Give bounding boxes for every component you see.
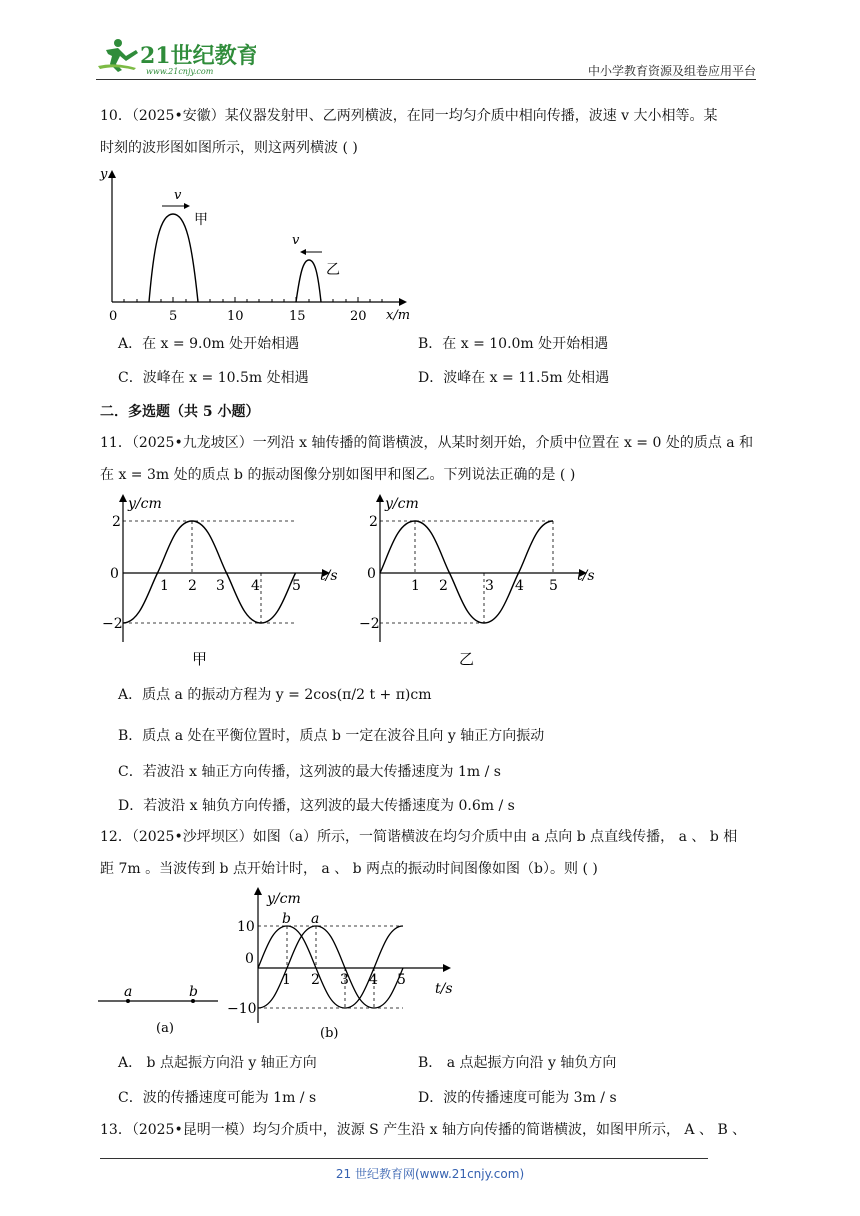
q12-option-a[interactable]: A． b 点起振方向沿 y 轴正方向 [118,1055,317,1071]
q12a-point-b: b [189,984,198,1000]
q11-line2: 在 x = 3m 处的质点 b 的振动图像分别如图甲和图乙。下列说法正确的是 ( ) [100,467,576,483]
header-divider [96,79,756,80]
q10-tick-5: 5 [169,309,178,324]
logo-url: www.21cnjy.com [146,67,214,76]
q10-option-c[interactable]: C．波峰在 x = 10.5m 处相遇 [118,370,309,386]
q12b-y-label: y/cm [267,891,301,907]
q12b-ytick-10: 10 [237,919,255,935]
q11a-xtick-1: 1 [160,578,169,594]
q10-tick-15: 15 [289,309,306,324]
q11-option-a-text: A．质点 a 的振动方程为 y = 2cos(π/2 t + π)cm [118,687,432,703]
q11a-curve [123,521,296,623]
q11b-ytick-0: 0 [367,566,376,582]
header-right-text: 中小学教育资源及组卷应用平台 [587,64,756,78]
logo-text: 21世纪教育 [140,43,256,69]
q11a-xtick-3: 3 [216,578,225,594]
q12-option-d[interactable]: D．波的传播速度可能为 3m / s [418,1090,617,1106]
q10-option-a[interactable]: A．在 x = 9.0m 处开始相遇 [118,336,300,352]
q12-option-c[interactable]: C．波的传播速度可能为 1m / s [118,1090,317,1106]
q11a-ytick-0: 0 [110,566,119,582]
q10-ticks [112,297,382,302]
q12b-x-label: t/s [435,981,453,997]
wave-b-label: 乙 [326,262,340,278]
q12a-point-a: a [124,984,133,1000]
q11b-xtick-1: 1 [411,578,420,594]
q12b-ytick-neg10: −10 [227,1001,257,1017]
q11b-x-label: t/s [577,568,595,584]
q11-graph-a [100,492,340,672]
q11a-xtick-5: 5 [292,578,301,594]
q12-line1: 12．（2025•沙坪坝区）如图（a）所示，一简谐横波在均匀介质中由 a 点向 b 点直线传播， a 、 b 相 [100,829,738,845]
footer-text[interactable]: 21 世纪教育网(www.21cnjy.com) [335,1167,525,1181]
q11b-xtick-2: 2 [439,578,448,594]
site-logo [96,36,256,78]
q12a-caption: (a) [156,1021,174,1036]
q11-option-d[interactable]: D．若波沿 x 轴负方向传播，这列波的最大传播速度为 0.6m / s [118,798,515,814]
wave-a-v-label: v [174,188,182,203]
q12-figure-a [98,980,223,1040]
q12b-curve-b [258,926,403,1008]
q10-tick-20: 20 [350,309,367,324]
q13-line1: 13．（2025•昆明一模）均匀介质中，波源 S 产生沿 x 轴方向传播的简谐横波，如图甲所示， A 、 B 、 [100,1122,747,1138]
q11b-caption: 乙 [459,650,475,668]
q11b-xtick-4: 4 [515,578,524,594]
wave-b-v-label: v [292,233,300,248]
q12b-caption: (b) [320,1026,339,1041]
q12b-xtick-1: 1 [282,972,291,988]
q10-tick-10: 10 [227,309,244,324]
q12-option-b[interactable]: B． a 点起振方向沿 y 轴负方向 [418,1055,617,1071]
q12-figure-b [225,883,465,1043]
q12b-ytick-0: 0 [245,951,254,967]
wave-b-curve [296,260,321,302]
q11b-xtick-5: 5 [549,578,558,594]
q12b-curve-label-a: a [311,911,320,927]
q11a-xtick-2: 2 [188,578,197,594]
q11b-ytick-2: 2 [369,514,378,530]
section-heading: 二．多选题（共 5 小题） [100,404,260,420]
q11a-xtick-4: 4 [251,578,260,594]
q12-line2: 距 7m 。当波传到 b 点开始计时， a 、 b 两点的振动时间图像如图（b）。则 ( ) [100,861,598,877]
wave-a-curve [149,214,198,302]
q10-wave-figure [94,164,414,326]
q11b-y-label: y/cm [385,496,419,512]
q11a-ytick-2: 2 [112,514,121,530]
q11-line1: 11．（2025•九龙坡区）一列沿 x 轴传播的简谐横波，从某时刻开始，介质中位置在 x = 0 处的质点 a 和 [100,435,754,451]
q12b-curve-label-b: b [282,911,291,927]
q11a-ytick-neg2: −2 [102,616,123,632]
q10-line1: 10．（2025•安徽）某仪器发射甲、乙两列横波，在同一均匀介质中相向传播，波速 v 大小相等。某 [100,108,718,124]
q10-y-label: y [100,167,108,182]
q10-x-label: x/m [386,308,411,323]
q12b-curve-a [258,926,403,1008]
q11b-xtick-3: 3 [485,578,494,594]
q11b-ytick-neg2: −2 [359,616,380,632]
footer-divider [100,1158,708,1159]
q11-option-b[interactable]: B．质点 a 处在平衡位置时，质点 b 一定在波谷且向 y 轴正方向振动 [118,728,545,744]
q10-option-b[interactable]: B．在 x = 10.0m 处开始相遇 [418,336,609,352]
q12b-xtick-5: 5 [397,972,406,988]
q10-tick-0: 0 [109,309,118,324]
q10-option-d[interactable]: D．波峰在 x = 11.5m 处相遇 [418,370,610,386]
q12b-xtick-4: 4 [369,972,378,988]
q11b-curve [380,521,553,623]
q12b-xtick-2: 2 [311,972,320,988]
q11a-caption: 甲 [192,650,208,668]
q10-line2: 时刻的波形图如图所示，则这两列横波 ( ) [100,140,358,156]
q11a-y-label: y/cm [128,496,162,512]
q12b-xtick-3: 3 [340,972,349,988]
q11-option-a[interactable] [118,684,431,704]
q11a-x-label: t/s [320,568,338,584]
q11-option-c[interactable]: C．若波沿 x 轴正方向传播，这列波的最大传播速度为 1m / s [118,764,501,780]
wave-a-label: 甲 [194,212,208,228]
q11-graph-b [357,492,597,672]
